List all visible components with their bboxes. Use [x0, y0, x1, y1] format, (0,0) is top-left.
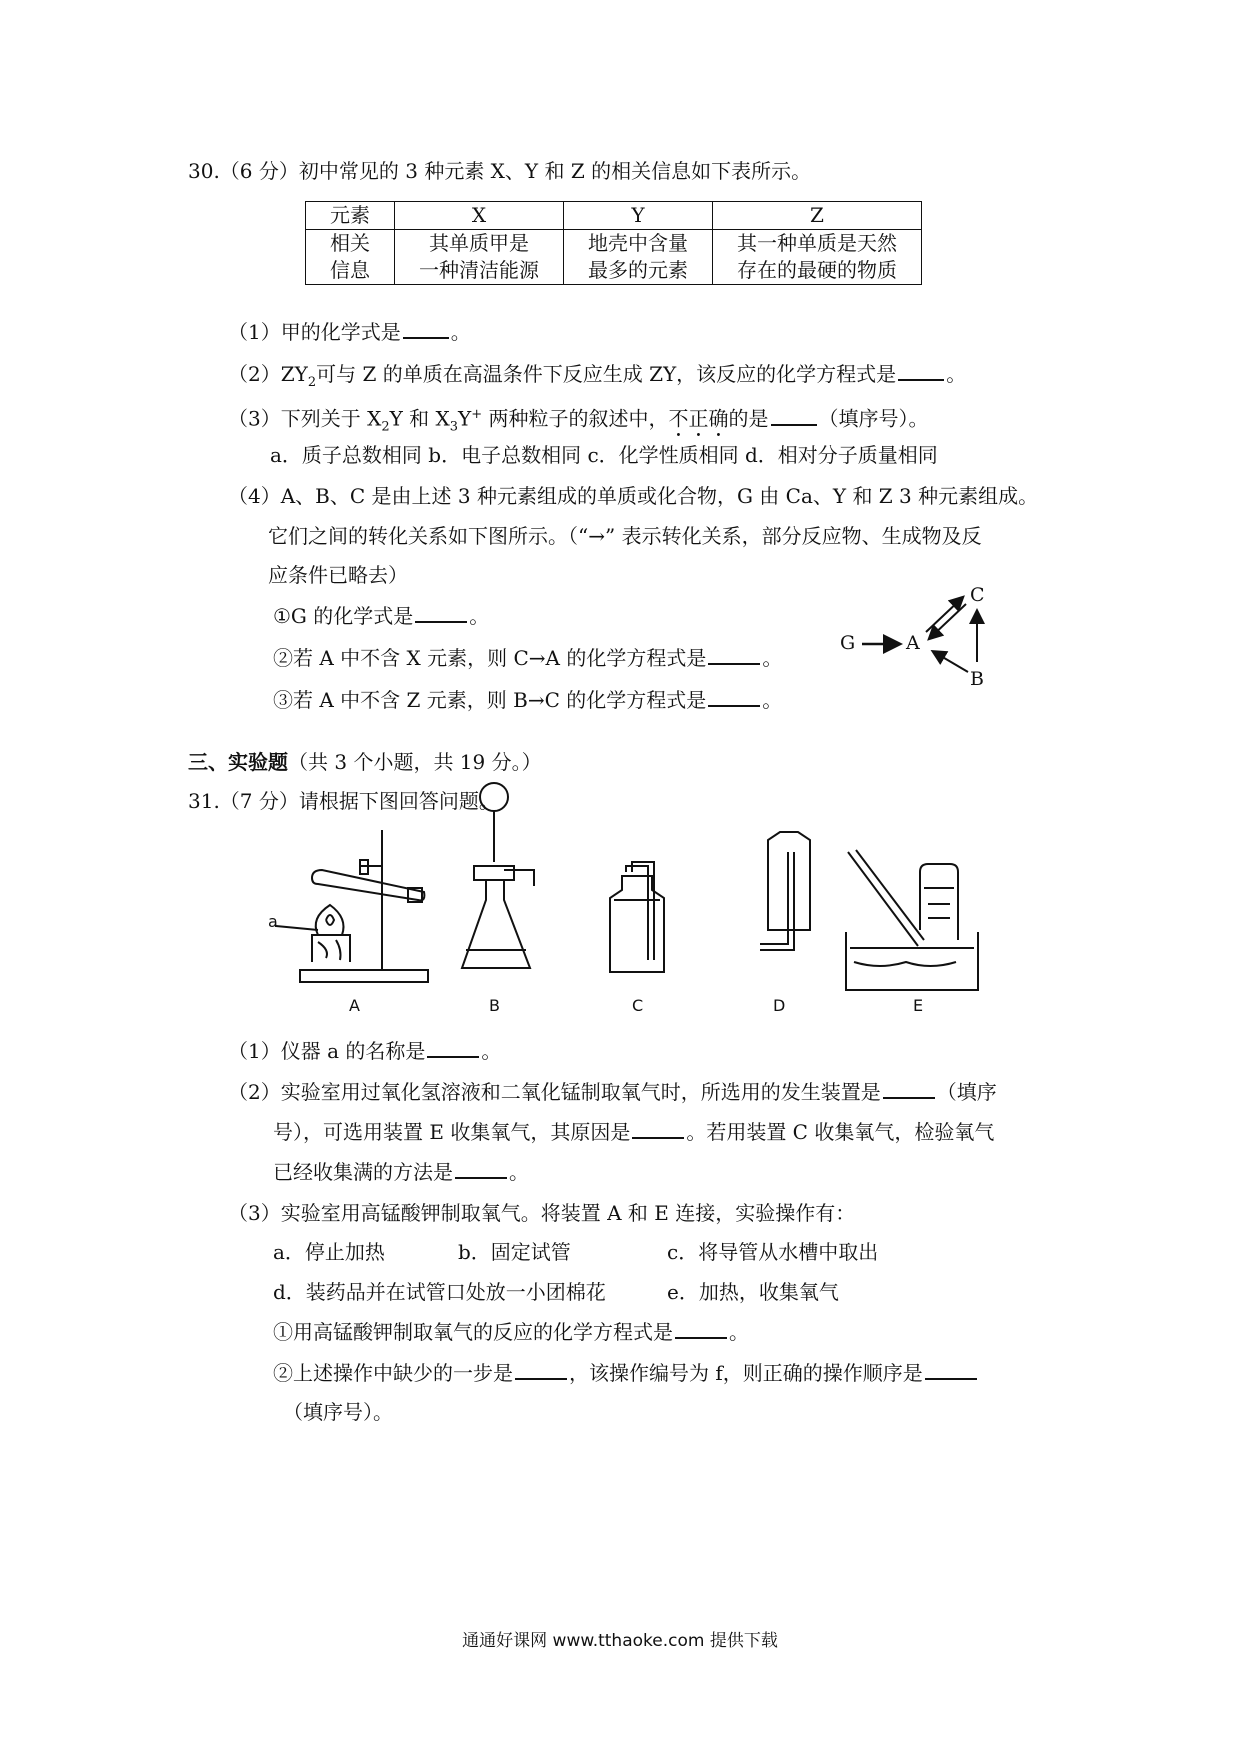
section3-heading: 三、实验题（共 3 个小题，共 19 分。） [188, 750, 542, 774]
q31-sub2: ②上述操作中缺少的一步是 ，该操作编号为 f，则正确的操作顺序是 [273, 1359, 979, 1387]
answer-blank[interactable] [883, 1079, 935, 1099]
answer-blank[interactable] [632, 1119, 684, 1139]
table-cell-y: 地壳中含量 最多的元素 [564, 230, 713, 285]
q31-option-b: b．固定试管 [458, 1240, 571, 1264]
q31-option-a: a．停止加热 [273, 1240, 385, 1264]
table-header: Y [564, 202, 713, 230]
diagram-node-c: C [970, 584, 985, 606]
table-cell-z: 其一种单质是天然 存在的最硬的物质 [713, 230, 922, 285]
q31-part2-line1: （2）实验室用过氧化氢溶液和二氧化锰制取氧气时，所选用的发生装置是 （填序 [228, 1080, 997, 1104]
diagram-node-b: B [970, 668, 984, 690]
q31-sub1: ①用高锰酸钾制取氧气的反应的化学方程式是 。 [273, 1320, 749, 1344]
diagram-node-g: G [840, 632, 856, 654]
answer-blank[interactable] [675, 1319, 727, 1339]
answer-blank[interactable] [455, 1159, 507, 1179]
answer-blank[interactable] [515, 1360, 567, 1380]
q30-part3: （3）下列关于 $X_2Y$ 和 $X_3Y^+$ 两种粒子的叙述中，不正确的是 （填序号）。 [228, 406, 929, 435]
q30-sub1: ①G 的化学式是 。 [273, 604, 490, 628]
apparatus-label: A [349, 996, 360, 1015]
q30-part4-line3: 应条件已略去） [268, 563, 408, 587]
diagram-node-a: A [906, 632, 920, 654]
apparatus-label: B [489, 996, 500, 1015]
q31-part1: （1）仪器 a 的名称是 。 [228, 1039, 502, 1063]
q30-part4-line1: （4）A、B、C 是由上述 3 种元素组成的单质或化合物，G 由 Ca、Y 和 Z 3 种元素组成。 [228, 484, 1039, 508]
q30-stem: 30.（6 分）初中常见的 3 种元素 X、Y 和 Z 的相关信息如下表所示。 [188, 159, 812, 183]
apparatus-label: E [913, 996, 924, 1015]
table-header: Z [713, 202, 922, 230]
q31-option-e: e．加热，收集氧气 [667, 1280, 839, 1304]
q31-part2-line2: 号），可选用装置 E 收集氧气，其原因是 。若用装置 C 收集氧气，检验氧气 [273, 1120, 995, 1144]
q31-stem: 31.（7 分）请根据下图回答问题。 [188, 789, 499, 813]
q31-part2-line3: 已经收集满的方法是 。 [273, 1160, 529, 1184]
q31-option-c: c．将导管从水槽中取出 [667, 1240, 879, 1264]
q30-part2: $(2)ZY_2$可与 Z 的单质在高温条件下反应生成 ZY，该反应的化学方程式是 。 [228, 362, 967, 390]
q30-part1: （1）甲的化学式是 。 [228, 320, 471, 344]
table-row-label: 相关 信息 [306, 230, 395, 285]
q31-option-d: d．装药品并在试管口处放一小团棉花 [273, 1280, 606, 1304]
table-cell-x: 其单质甲是 一种清洁能源 [395, 230, 564, 285]
q31-part3: （3）实验室用高锰酸钾制取氧气。将装置 A 和 E 连接，实验操作有： [228, 1201, 856, 1225]
answer-blank[interactable] [925, 1360, 977, 1380]
q30-sub2: ②若 A 中不含 X 元素，则 C→A 的化学方程式是 。 [273, 646, 783, 670]
q30-sub3: ③若 A 中不含 Z 元素，则 B→C 的化学方程式是 。 [273, 688, 783, 712]
table-header: X [395, 202, 564, 230]
apparatus-label-a: a [268, 912, 278, 931]
answer-blank[interactable] [427, 1038, 479, 1058]
apparatus-label: D [773, 996, 786, 1015]
apparatus-label: C [632, 996, 644, 1015]
page-footer: 通通好课网 www.tthaoke.com 提供下载 [462, 1631, 778, 1651]
q30-part4-line2: 它们之间的转化关系如下图所示。（“→” 表示转化关系，部分反应物、生成物及反 [268, 524, 982, 548]
q31-sub2-end: （填序号）。 [283, 1400, 393, 1424]
table-header: 元素 [306, 202, 395, 230]
q30-options: a．质子总数相同 b．电子总数相同 c．化学性质相同 d．相对分子质量相同 [270, 443, 938, 467]
